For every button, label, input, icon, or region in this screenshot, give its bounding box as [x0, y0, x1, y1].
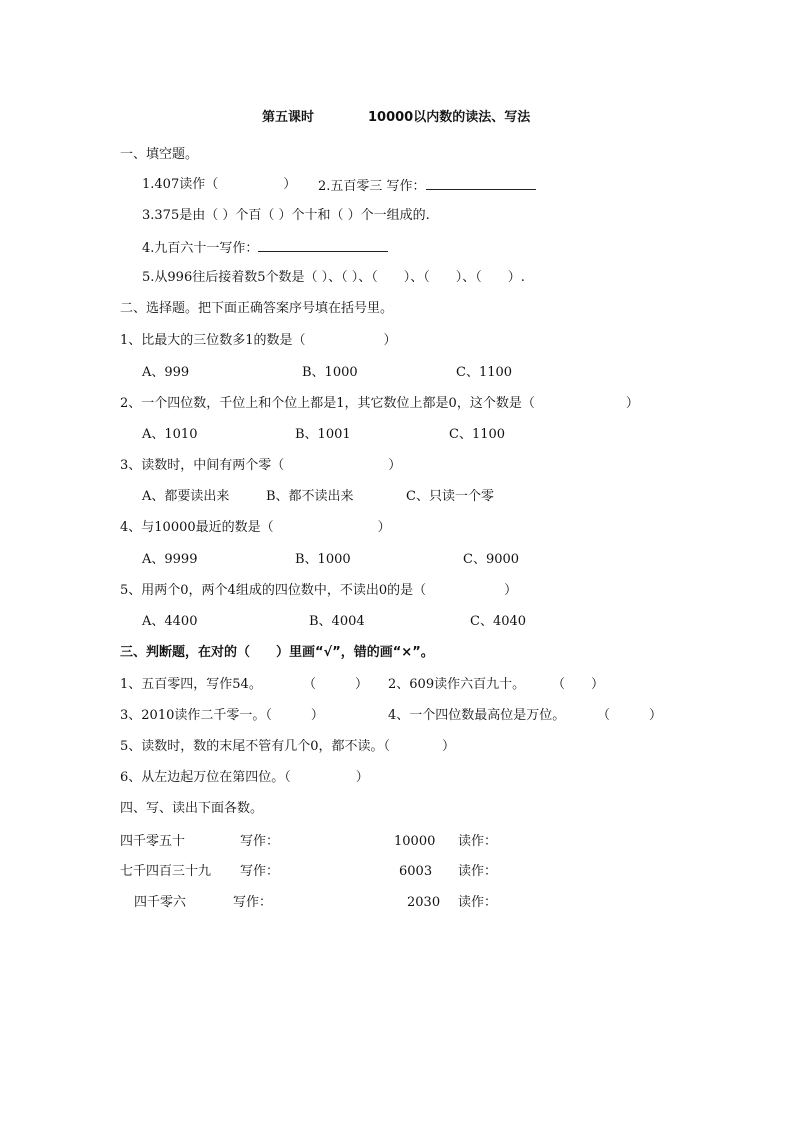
option-c: C、4040 — [470, 614, 527, 629]
write-label: 写作： — [240, 864, 280, 879]
choice-question-4: 4、与10000最近的数是（ ） — [120, 520, 391, 535]
question-1-4 — [142, 239, 388, 257]
read-label: 读作： — [458, 864, 498, 879]
option-c: C、只读一个零 — [406, 489, 494, 504]
question-1-2 — [318, 177, 536, 195]
option-a: A、都要读出来 — [142, 489, 230, 504]
option-c: C、9000 — [463, 552, 520, 567]
digit-number: 2030 — [407, 895, 441, 910]
judge-item-4: 4、一个四位数最高位是万位。 — [388, 708, 566, 723]
answer-blank[interactable] — [258, 239, 388, 252]
judge-box-4[interactable]: （ ） — [597, 708, 663, 723]
read-label: 读作： — [458, 834, 498, 849]
option-c: C、1100 — [456, 365, 513, 380]
option-b: B、都不读出来 — [266, 489, 354, 504]
section-1-heading: 一、填空题。 — [120, 147, 199, 162]
word-number: 四千零六 — [134, 895, 187, 910]
write-label: 写作： — [233, 895, 273, 910]
choice-question-3: 3、读数时，中间有两个零（ ） — [120, 458, 402, 473]
judge-item-3: 3、2010读作二千零一。（ ） — [120, 708, 324, 723]
judge-item-6: 6、从左边起万位在第四位。（ ） — [120, 770, 369, 785]
option-b: B、1000 — [295, 552, 351, 567]
lesson-label: 第五课时 — [262, 110, 315, 125]
question-1-5: 5.从996往后接着数5个数是（ ）、（ ）、（ ）、（ ）、（ ）. — [142, 270, 525, 285]
word-number: 四千零五十 — [120, 834, 186, 849]
question-1-4-text: 4.九百六十一写作： — [142, 241, 259, 256]
judge-box-1[interactable]: （ ） — [303, 677, 369, 692]
option-a: A、4400 — [142, 614, 198, 629]
choice-question-5: 5、用两个0，两个4组成的四位数中，不读出0的是（ ） — [120, 583, 518, 598]
option-a: A、1010 — [142, 427, 198, 442]
question-1-3: 3.375是由（ ）个百（ ）个十和（ ）个一组成的. — [142, 208, 430, 223]
option-b: B、1000 — [302, 365, 358, 380]
judge-item-2: 2、609读作六百九十。 — [388, 677, 526, 692]
choice-question-1: 1、比最大的三位数多1的数是（ ） — [120, 333, 397, 348]
judge-item-1: 1、五百零四，写作54。 — [120, 677, 262, 692]
page-title: 10000以内数的读法、写法 — [368, 110, 531, 125]
judge-item-5: 5、读数时，数的末尾不管有几个0，都不读。（ ） — [120, 739, 456, 754]
answer-blank[interactable] — [426, 177, 536, 190]
option-c: C、1100 — [449, 427, 506, 442]
judge-box-2[interactable]: （ ） — [552, 677, 605, 692]
option-b: B、1001 — [295, 427, 351, 442]
digit-number: 6003 — [399, 864, 433, 879]
question-1-2-text: 2.五百零三 写作： — [318, 179, 426, 194]
choice-question-2: 2、一个四位数，千位上和个位上都是1，其它数位上都是0，这个数是（ ） — [120, 396, 639, 411]
question-1-1: 1.407读作（ ） — [142, 177, 297, 192]
read-label: 读作： — [458, 895, 498, 910]
write-label: 写作： — [240, 834, 280, 849]
section-4-heading: 四、写、读出下面各数。 — [120, 801, 264, 816]
option-b: B、4004 — [309, 614, 365, 629]
digit-number: 10000 — [394, 834, 436, 849]
word-number: 七千四百三十九 — [120, 864, 212, 879]
section-3-heading: 三、判断题，在对的（ ）里画“√”，错的画“×”。 — [120, 645, 434, 660]
option-a: A、9999 — [142, 552, 198, 567]
option-a: A、999 — [142, 365, 190, 380]
section-2-heading: 二、选择题。把下面正确答案序号填在括号里。 — [120, 301, 394, 316]
